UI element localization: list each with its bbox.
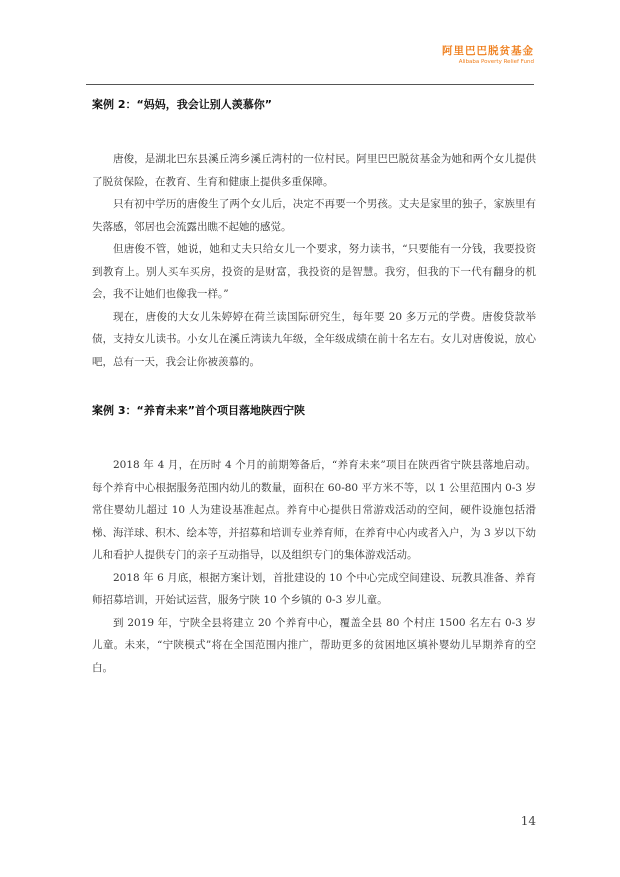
case-2-paragraph: 但唐俊不管，她说，她和丈夫只给女儿一个要求，努力读书，“只要能有一分钱，我要投资到教育上。别人买车买房，投资的是财富，我投资的是智慧。我穷，但我的下一代有翻身的机会，我不让她们也像我一样。” [92,243,536,300]
logo-chinese-text: 阿里巴巴脱贫基金 [442,45,534,57]
case-3-paragraph: 2018 年 4 月，在历时 4 个月的前期筹备后，“养育未来”项目在陕西省宁陕县落地启动。每个养育中心根据服务范围内幼儿的数量，面积在 60-80 平方米不等，以 1 公里范围内 0-3 岁常住婴幼儿超过 10 人为建设基准起点。养育中心提供日常游戏活动的空间，硬件设施包括滑梯、海洋球、积木、绘本等，并招募和培训专业养育师，在养育中心内或者入户，为 3 岁以下幼儿和看护人提供专门的亲子互动指导，以及组织专门的集体游戏活动。 [92,459,536,561]
case-2-paragraph: 唐俊，是湖北巴东县溪丘湾乡溪丘湾村的一位村民。阿里巴巴脱贫基金为她和两个女儿提供了脱贫保险，在教育、生育和健康上提供多重保障。 [92,153,536,188]
logo-english-text: Alibaba Poverty Relief Fund [458,59,534,65]
page-number: 14 [520,814,536,828]
case-2-paragraph: 现在，唐俊的大女儿朱婷婷在荷兰读国际研究生，每年要 20 多万元的学费。唐俊贷款举债，支持女儿读书。小女儿在溪丘湾读九年级，全年级成绩在前十名左右。女儿对唐俊说，放心吧，总有一天，我会让你被羡慕的。 [92,310,536,368]
foundation-logo [442,44,534,66]
header-divider [86,84,534,85]
case-3-section [92,402,536,679]
case-2-section [92,96,536,373]
case-2-title: 案例 2：“妈妈，我会让别人羡慕你” [92,98,272,111]
case-3-paragraph: 2018 年 6 月底，根据方案计划，首批建设的 10 个中心完成空间建设、玩教具准备、养育师招募培训，开始试运营，服务宁陕 10 个乡镇的 0-3 岁儿童。 [92,571,536,606]
case-3-paragraph: 到 2019 年，宁陕全县将建立 20 个养育中心，覆盖全县 80 个村庄 1500 名左右 0-3 岁儿童。未来，“宁陕模式”将在全国范围内推广，帮助更多的贫困地区填补婴幼儿早期养育的空白。 [92,616,536,674]
case-2-paragraph: 只有初中学历的唐俊生了两个女儿后，决定不再要一个男孩。丈夫是家里的独子，家族里有失落感，邻居也会流露出瞧不起她的感觉。 [92,198,536,233]
case-3-title: 案例 3：“养育未来”首个项目落地陕西宁陕 [92,404,305,417]
page-content [92,96,536,679]
